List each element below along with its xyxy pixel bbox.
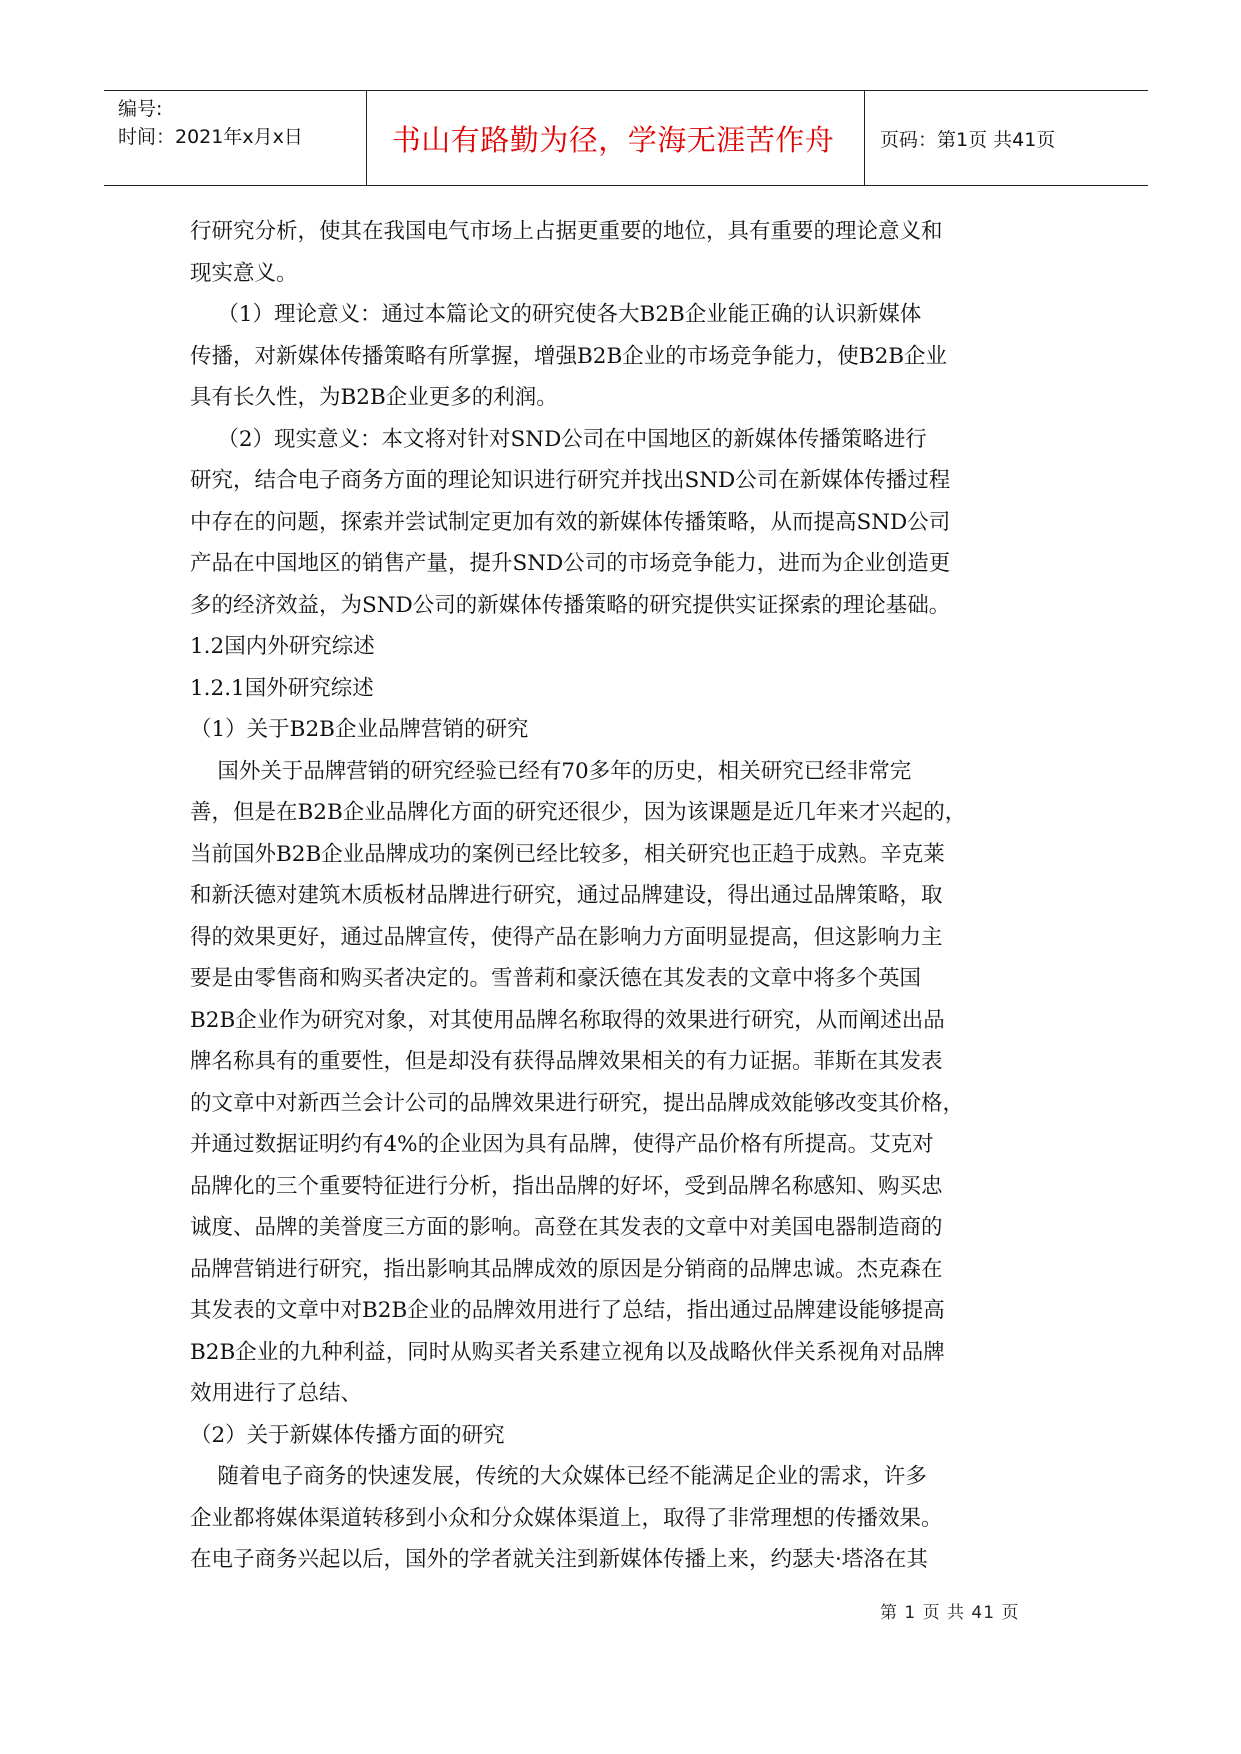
document-body: [190, 211, 1060, 1581]
body-line: 其发表的文章中对B2B企业的品牌效用进行了总结，指出通过品牌建设能够提高: [190, 1298, 945, 1323]
body-line: 产品在中国地区的销售产量，提升SND公司的市场竞争能力，进而为企业创造更: [190, 551, 951, 576]
body-line: B2B企业作为研究对象，对其使用品牌名称取得的效果进行研究，从而阐述出品: [190, 1007, 945, 1033]
document-time-label: 时间：2021年x月x日: [118, 126, 303, 148]
header-meta: [118, 95, 368, 151]
body-line: 具有长久性，为B2B企业更多的利润。: [190, 385, 558, 410]
page-footer: 第 1 页 共 41 页: [880, 1603, 1020, 1623]
body-line: （2）现实意义：本文将对针对SND公司在中国地区的新媒体传播策略进行: [190, 426, 927, 452]
body-line: 随着电子商务的快速发展，传统的大众媒体已经不能满足企业的需求，许多: [190, 1464, 927, 1489]
body-line: 行研究分析，使其在我国电气市场上占据更重要的地位，具有重要的理论意义和: [190, 219, 943, 244]
header-motto: 书山有路勤为径，学海无涯苦作舟: [391, 122, 835, 157]
body-line: （1）理论意义：通过本篇论文的研究使各大B2B企业能正确的认识新媒体: [190, 302, 922, 327]
body-line: 中存在的问题，探索并尝试制定更加有效的新媒体传播策略，从而提高SND公司: [190, 509, 951, 535]
body-line: 品牌营销进行研究，指出影响其品牌成效的原因是分销商的品牌忠诚。杰克森在: [190, 1256, 943, 1282]
body-line: 传播，对新媒体传播策略有所掌握，增强B2B企业的市场竞争能力，使B2B企业: [190, 343, 948, 369]
body-line: 得的效果更好，通过品牌宣传，使得产品在影响力方面明显提高，但这影响力主: [190, 924, 943, 950]
section-heading: 1.2国内外研究综述: [190, 634, 375, 659]
page-header: [104, 90, 1148, 186]
document-number-label: 编号:: [118, 98, 163, 120]
body-line: 和新沃德对建筑木质板材品牌进行研究，通过品牌建设，得出通过品牌策略，取: [190, 883, 943, 908]
subsection-heading: 1.2.1国外研究综述: [190, 675, 374, 701]
body-line: 效用进行了总结、: [190, 1381, 363, 1406]
body-line: 品牌化的三个重要特征进行分析，指出品牌的好坏，受到品牌名称感知、购买忠: [190, 1173, 943, 1199]
body-line: 现实意义。: [190, 260, 298, 286]
body-line: 诚度、品牌的美誉度三方面的影响。高登在其发表的文章中对美国电器制造商的: [190, 1215, 943, 1240]
body-line: 当前国外B2B企业品牌成功的案例已经比较多，相关研究也正趋于成熟。辛克莱: [190, 841, 945, 867]
body-line: 要是由零售商和购买者决定的。雪普莉和豪沃德在其发表的文章中将多个英国: [190, 966, 922, 991]
header-divider-left: [366, 91, 367, 185]
topic-heading: （1）关于B2B企业品牌营销的研究: [190, 717, 529, 742]
body-line: 企业都将媒体渠道转移到小众和分众媒体渠道上，取得了非常理想的传播效果。: [190, 1505, 943, 1531]
topic-heading: （2）关于新媒体传播方面的研究: [190, 1422, 505, 1448]
body-line: 的文章中对新西兰会计公司的品牌效果进行研究，提出品牌成效能够改变其价格，: [190, 1090, 965, 1116]
body-line: 国外关于品牌营销的研究经验已经有70多年的历史，相关研究已经非常完: [190, 758, 912, 784]
header-page-number: 页码：第1页 共41页: [880, 128, 1056, 151]
body-line: B2B企业的九种利益，同时从购买者关系建立视角以及战略伙伴关系视角对品牌: [190, 1339, 945, 1365]
body-line: 善，但是在B2B企业品牌化方面的研究还很少，因为该课题是近几年来才兴起的，: [190, 800, 967, 825]
body-line: 研究，结合电子商务方面的理论知识进行研究并找出SND公司在新媒体传播过程: [190, 468, 951, 493]
header-divider-right: [864, 91, 865, 185]
body-line: 牌名称具有的重要性，但是却没有获得品牌效果相关的有力证据。菲斯在其发表: [190, 1049, 943, 1074]
body-line: 在电子商务兴起以后，国外的学者就关注到新媒体传播上来，约瑟夫·塔洛在其: [190, 1547, 928, 1572]
body-line: 多的经济效益，为SND公司的新媒体传播策略的研究提供实证探索的理论基础。: [190, 592, 951, 618]
body-line: 并通过数据证明约有4%的企业因为具有品牌，使得产品价格有所提高。艾克对: [190, 1132, 934, 1157]
